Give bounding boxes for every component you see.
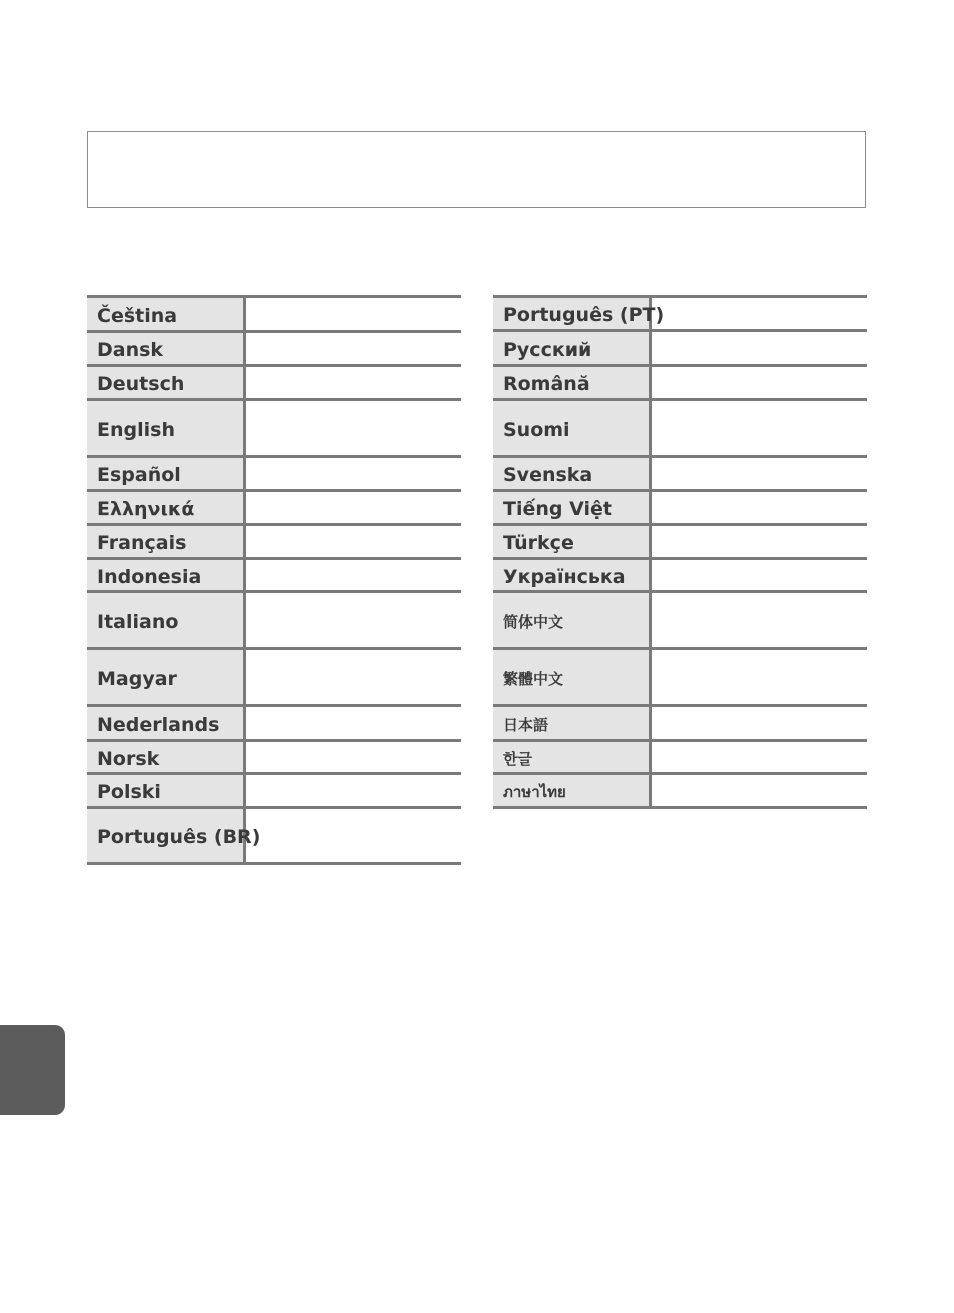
language-name-thai: ภาษาไทย bbox=[493, 774, 650, 808]
language-name-portugues-pt: Português (PT) bbox=[493, 297, 650, 331]
language-table-left bbox=[87, 295, 461, 865]
language-value-cell bbox=[244, 649, 461, 706]
language-name-romana: Română bbox=[493, 366, 650, 400]
language-name-japanese: 日本語 bbox=[493, 706, 650, 741]
notice-box bbox=[87, 131, 866, 208]
table-row bbox=[493, 559, 867, 592]
language-name-espanol: Español bbox=[87, 457, 244, 491]
language-name-tieng-viet: Tiếng Việt bbox=[493, 491, 650, 525]
language-value-cell bbox=[244, 525, 461, 559]
language-name-simplified-chinese: 简体中文 bbox=[493, 592, 650, 649]
language-value-cell bbox=[650, 525, 867, 559]
language-value-cell bbox=[650, 491, 867, 525]
language-name-traditional-chinese: 繁體中文 bbox=[493, 649, 650, 706]
language-name-svenska: Svenska bbox=[493, 457, 650, 491]
table-row bbox=[493, 706, 867, 741]
table-row bbox=[87, 525, 461, 559]
table-row bbox=[493, 400, 867, 457]
language-value-cell bbox=[244, 366, 461, 400]
table-row bbox=[87, 741, 461, 774]
language-name-cestina: Čeština bbox=[87, 297, 244, 332]
language-value-cell bbox=[650, 297, 867, 331]
table-row bbox=[493, 297, 867, 331]
table-row bbox=[87, 559, 461, 592]
language-value-cell bbox=[244, 400, 461, 457]
table-row bbox=[493, 366, 867, 400]
language-name-dansk: Dansk bbox=[87, 332, 244, 366]
language-value-cell bbox=[650, 706, 867, 741]
table-row bbox=[87, 808, 461, 864]
table-row bbox=[87, 366, 461, 400]
language-value-cell bbox=[650, 457, 867, 491]
language-name-korean: 한글 bbox=[493, 741, 650, 774]
language-value-cell bbox=[244, 706, 461, 741]
table-row bbox=[87, 592, 461, 649]
table-row bbox=[87, 774, 461, 808]
language-value-cell bbox=[650, 741, 867, 774]
language-name-ukrainska: Українська bbox=[493, 559, 650, 592]
table-row bbox=[493, 741, 867, 774]
language-value-cell bbox=[244, 457, 461, 491]
language-value-cell bbox=[244, 592, 461, 649]
language-value-cell bbox=[650, 331, 867, 366]
table-row bbox=[493, 649, 867, 706]
table-row bbox=[87, 491, 461, 525]
language-name-english: English bbox=[87, 400, 244, 457]
table-row bbox=[87, 400, 461, 457]
table-row bbox=[493, 331, 867, 366]
language-name-francais: Français bbox=[87, 525, 244, 559]
table-row bbox=[493, 491, 867, 525]
language-value-cell bbox=[650, 400, 867, 457]
language-name-nederlands: Nederlands bbox=[87, 706, 244, 741]
language-name-turkce: Türkçe bbox=[493, 525, 650, 559]
language-name-norsk: Norsk bbox=[87, 741, 244, 774]
language-name-russkiy: Русский bbox=[493, 331, 650, 366]
language-table-right bbox=[493, 295, 867, 809]
language-name-deutsch: Deutsch bbox=[87, 366, 244, 400]
language-value-cell bbox=[244, 774, 461, 808]
language-value-cell bbox=[244, 808, 461, 864]
language-value-cell bbox=[650, 592, 867, 649]
language-value-cell bbox=[650, 366, 867, 400]
table-row bbox=[87, 706, 461, 741]
table-row bbox=[87, 332, 461, 366]
language-value-cell bbox=[244, 741, 461, 774]
table-row bbox=[87, 297, 461, 332]
language-value-cell bbox=[244, 297, 461, 332]
section-side-tab bbox=[0, 1025, 65, 1115]
language-name-polski: Polski bbox=[87, 774, 244, 808]
table-row bbox=[493, 774, 867, 808]
language-value-cell bbox=[650, 649, 867, 706]
table-row bbox=[493, 457, 867, 491]
table-row bbox=[87, 457, 461, 491]
language-value-cell bbox=[650, 774, 867, 808]
language-name-italiano: Italiano bbox=[87, 592, 244, 649]
table-row bbox=[87, 649, 461, 706]
table-row bbox=[493, 525, 867, 559]
table-row bbox=[493, 592, 867, 649]
language-name-ellinika: Ελληνικά bbox=[87, 491, 244, 525]
language-value-cell bbox=[244, 332, 461, 366]
language-name-magyar: Magyar bbox=[87, 649, 244, 706]
language-value-cell bbox=[244, 491, 461, 525]
language-value-cell bbox=[244, 559, 461, 592]
language-name-indonesia: Indonesia bbox=[87, 559, 244, 592]
language-name-portugues-br: Português (BR) bbox=[87, 808, 244, 864]
language-name-suomi: Suomi bbox=[493, 400, 650, 457]
language-value-cell bbox=[650, 559, 867, 592]
